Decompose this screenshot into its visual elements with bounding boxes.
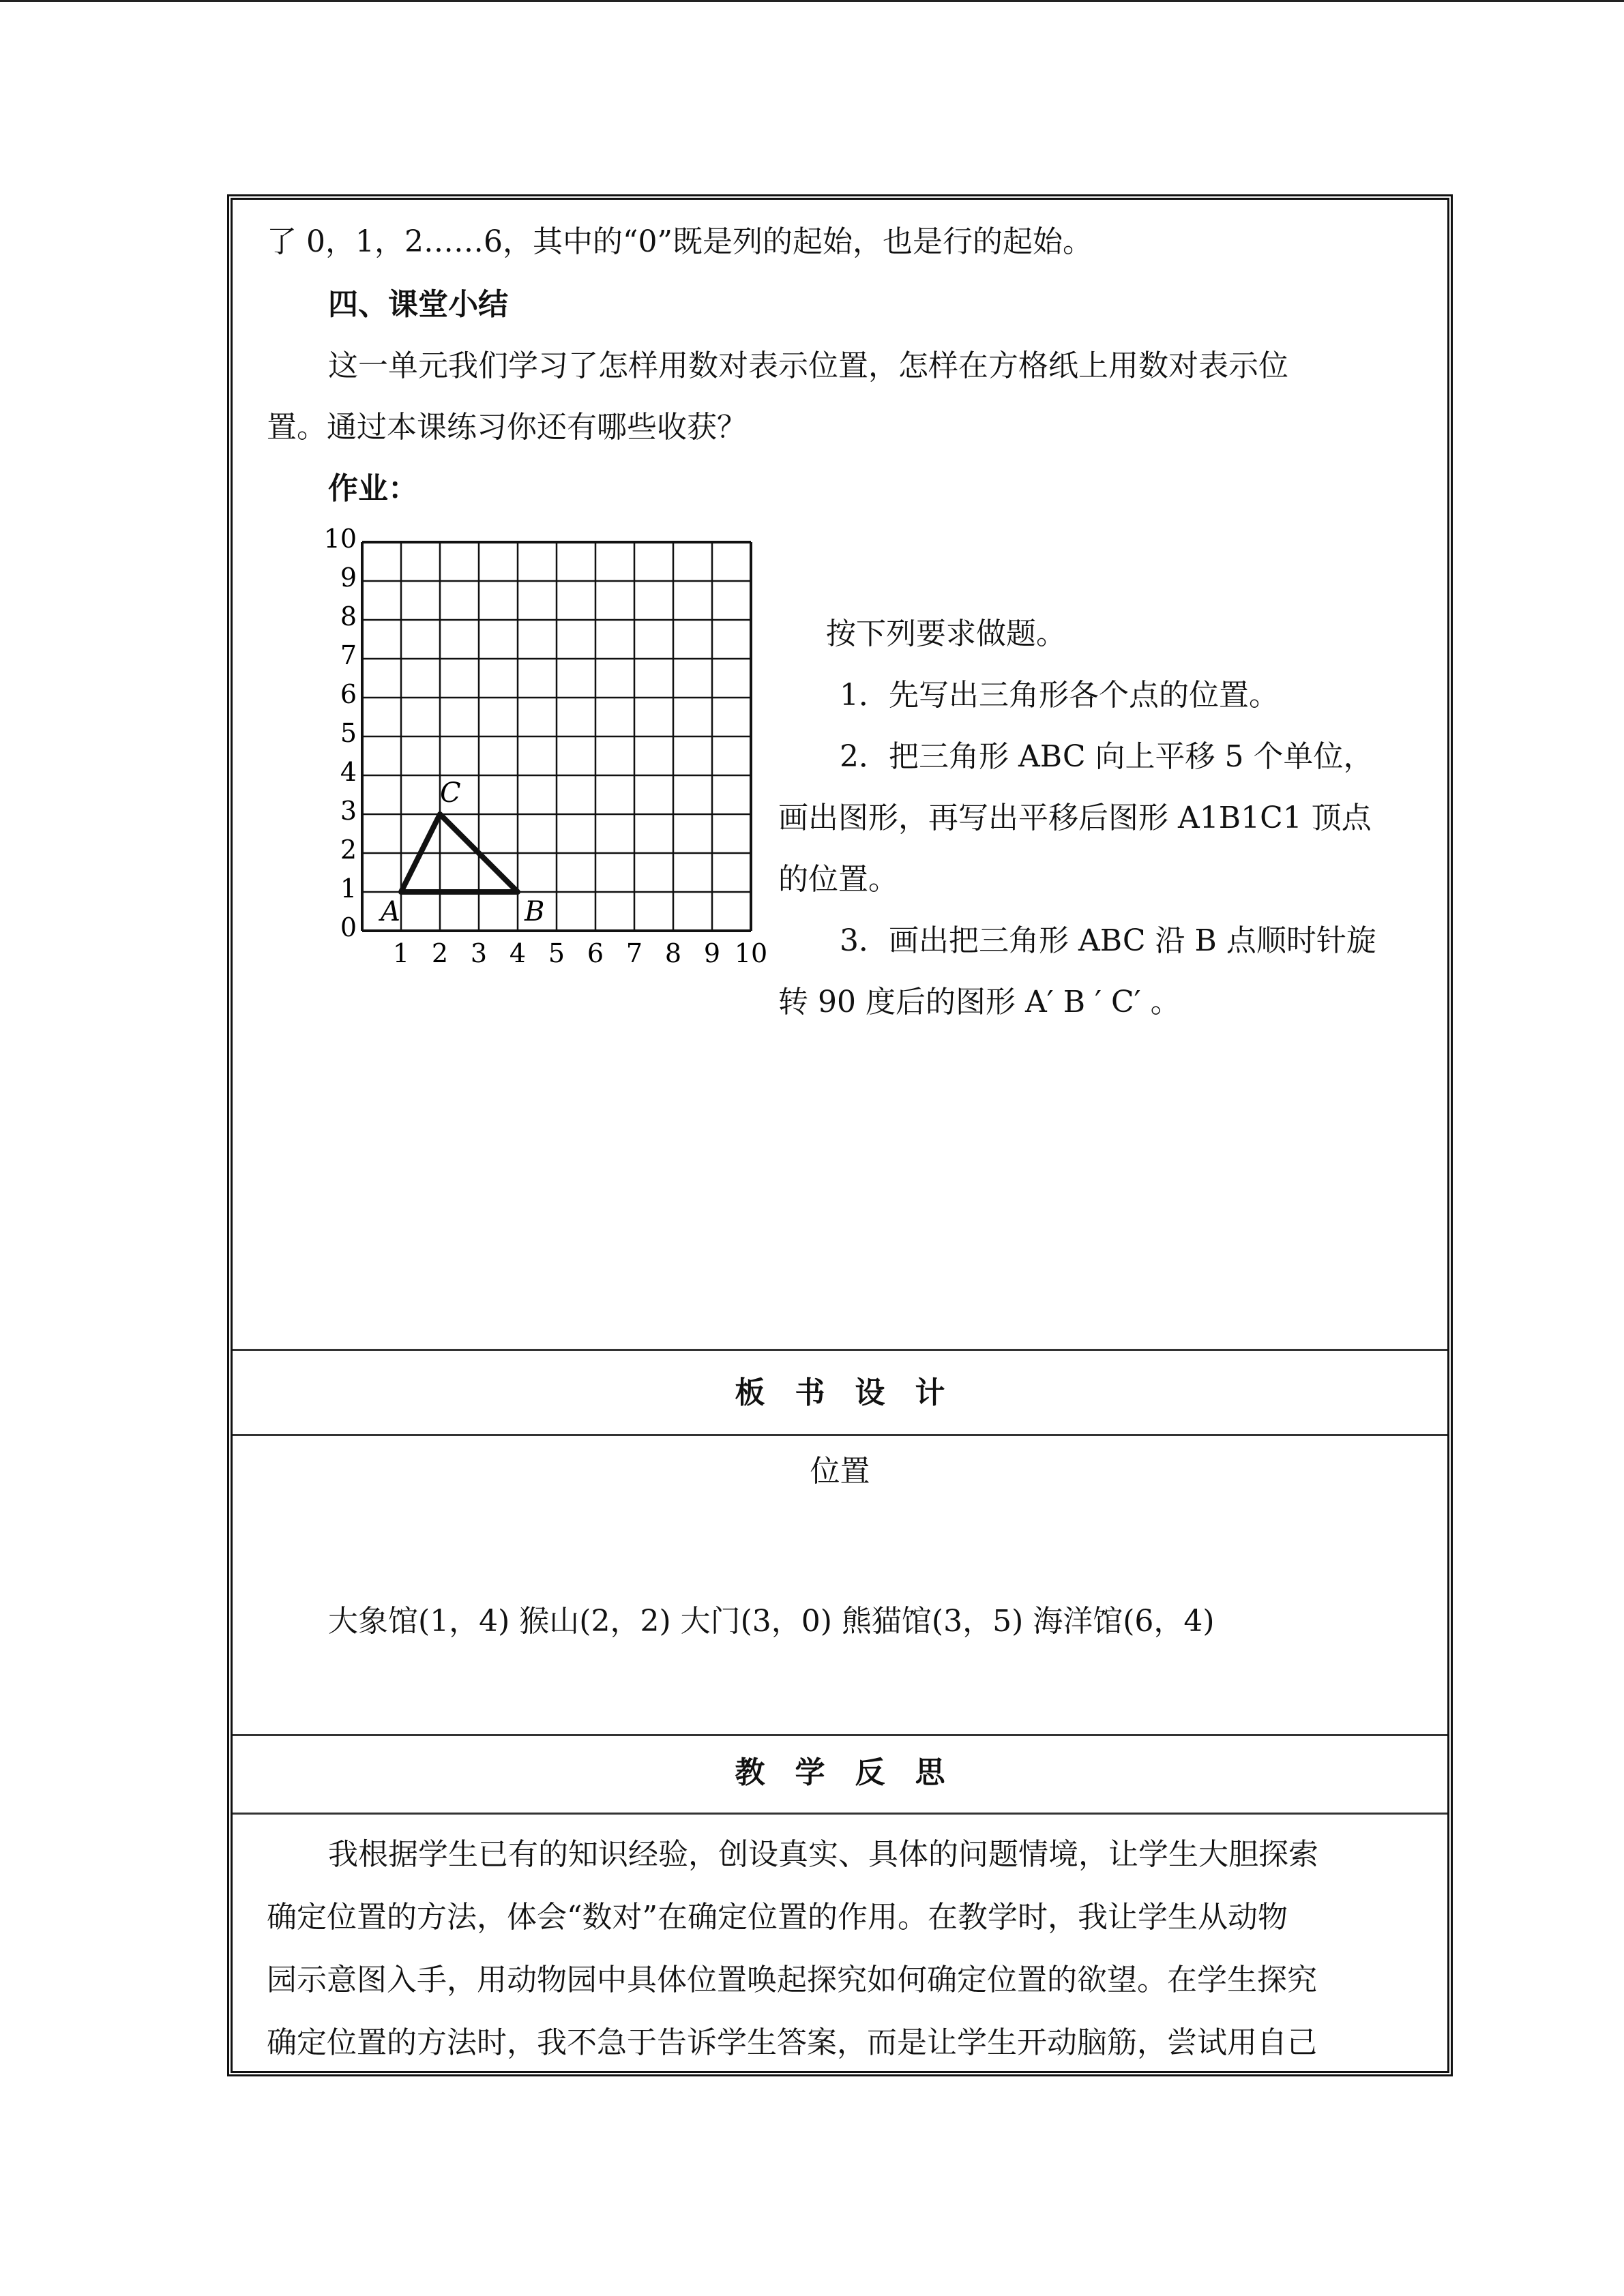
reflection-line-1: 我根据学生已有的知识经验，创设真实、具体的问题情境，让学生大胆探索 — [328, 1837, 1318, 1872]
reflection-line-2: 确定位置的方法，体会“数对”在确定位置的作用。在教学时，我让学生从动物 — [267, 1900, 1288, 1935]
y-tick-label: 9 — [340, 563, 357, 593]
y-tick-label: 10 — [323, 524, 357, 554]
vertex-label-a: A — [381, 896, 400, 927]
reflection-line-3: 园示意图入手，用动物园中具体位置唤起探究如何确定位置的欲望。在学生探究 — [267, 1963, 1317, 1997]
homework-heading: 作业： — [328, 471, 418, 506]
x-tick-label: 3 — [470, 938, 488, 968]
divider — [233, 1813, 1447, 1815]
y-tick-label: 6 — [340, 679, 357, 709]
vertex-label-c: C — [440, 777, 461, 809]
y-tick-label: 0 — [340, 912, 357, 942]
divider — [233, 1349, 1447, 1351]
homework-task-2-line-3: 的位置。 — [778, 862, 898, 897]
homework-task-3-line-1: 3．画出把三角形 ABC 沿 B 点顺时针旋 — [840, 923, 1376, 958]
x-tick-label: 2 — [431, 938, 449, 968]
homework-intro: 按下列要求做题。 — [826, 616, 1066, 651]
coordinate-grid-figure — [308, 524, 768, 1189]
divider — [233, 1734, 1447, 1736]
y-tick-label: 3 — [340, 796, 357, 826]
summary-heading: 四、课堂小结 — [328, 287, 508, 322]
homework-task-2-line-1: 2．把三角形 ABC 向上平移 5 个单位， — [840, 739, 1374, 774]
y-tick-label: 7 — [340, 640, 357, 670]
summary-line-1: 这一单元我们学习了怎样用数对表示位置，怎样在方格纸上用数对表示位 — [328, 348, 1288, 383]
x-tick-label: 1 — [392, 938, 410, 968]
homework-task-2-line-2: 画出图形，再写出平移后图形 A1B1C1 顶点 — [778, 801, 1372, 835]
y-tick-label: 1 — [340, 874, 357, 904]
continuation-text: 了 0，1，2……6，其中的“0”既是列的起始，也是行的起始。 — [267, 224, 1093, 259]
x-tick-label: 10 — [734, 938, 768, 968]
x-tick-label: 8 — [664, 938, 682, 968]
y-tick-label: 4 — [340, 757, 357, 787]
lesson-plan-table — [227, 194, 1453, 2076]
reflection-heading: 教 学 反 思 — [735, 1755, 945, 1790]
x-tick-label: 4 — [509, 938, 527, 968]
board-design-title: 位置 — [810, 1454, 870, 1489]
homework-task-3-line-2: 转 90 度后的图形 A′ B ′ C′ 。 — [778, 985, 1181, 1019]
divider — [233, 1434, 1447, 1436]
y-tick-label: 8 — [340, 601, 357, 631]
x-tick-label: 5 — [548, 938, 565, 968]
y-tick-label: 2 — [340, 835, 357, 865]
x-tick-label: 9 — [703, 938, 721, 968]
board-design-heading: 板 书 设 计 — [735, 1375, 945, 1410]
x-tick-label: 7 — [625, 938, 643, 968]
x-tick-label: 6 — [587, 938, 604, 968]
board-design-content: 大象馆(1，4) 猴山(2，2) 大门(3，0) 熊猫馆(3，5) 海洋馆(6，4) — [328, 1604, 1215, 1639]
homework-task-1: 1．先写出三角形各个点的位置。 — [840, 678, 1279, 713]
summary-line-2: 置。通过本课练习你还有哪些收获？ — [267, 410, 747, 445]
reflection-line-4: 确定位置的方法时，我不急于告诉学生答案，而是让学生开动脑筋，尝试用自己 — [267, 2025, 1317, 2060]
vertex-label-b: B — [525, 896, 545, 927]
page-top-border — [0, 0, 1624, 2]
y-tick-label: 5 — [340, 718, 357, 748]
